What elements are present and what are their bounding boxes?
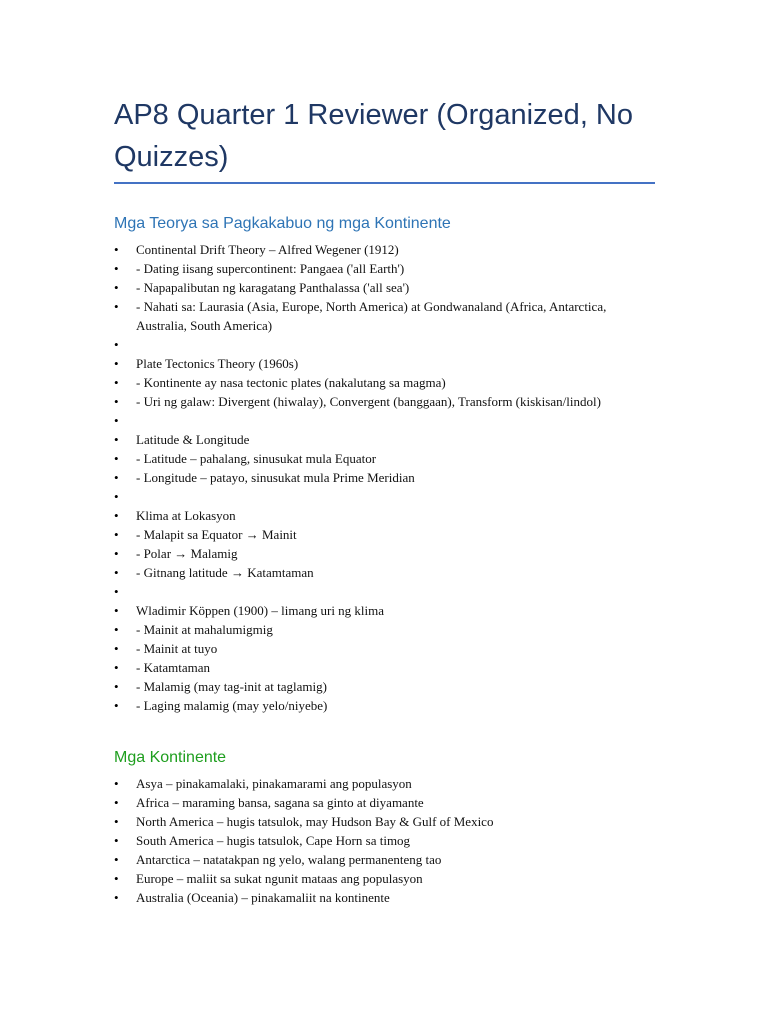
list-item [114,639,658,658]
list-item [114,297,658,335]
list-item [114,850,658,869]
list-item-text: South America – hugis tatsulok, Cape Horn sa timog [136,833,411,848]
list-item [114,544,658,563]
bullet-icon: • [114,852,119,867]
list-item-text: - Nahati sa: Laurasia (Asia, Europe, North America) at Gondwanaland (Africa, Antarctica, Australia, South America) [136,299,607,333]
list-item [114,601,658,620]
list-item [114,430,658,449]
list-item [114,525,658,544]
bullet-icon: • [114,679,119,694]
list-item-text: Continental Drift Theory – Alfred Wegener (1912) [136,242,399,257]
list-item [114,240,658,259]
list-item-text: - Uri ng galaw: Divergent (hiwalay), Convergent (banggaan), Transform (kiskisan/lindol) [136,394,601,409]
bullet-icon: • [114,451,119,466]
list-item-text: Australia (Oceania) – pinakamaliit na kontinente [136,890,390,905]
bullet-icon: • [114,527,119,542]
list-item [114,392,658,411]
bullet-icon: • [114,470,119,485]
list-item-text: Europe – maliit sa sukat ngunit mataas ang populasyon [136,871,423,886]
bullet-icon: • [114,508,119,523]
bullet-list-continents [114,774,656,907]
bullet-list-theories [114,240,656,715]
list-item [114,259,658,278]
list-item [114,411,658,430]
bullet-icon: • [114,814,119,829]
bullet-icon: • [114,660,119,675]
list-item-text: Africa – maraming bansa, sagana sa ginto at diyamante [136,795,424,810]
bullet-icon: • [114,394,119,409]
list-item [114,869,658,888]
bullet-icon: • [114,641,119,656]
list-item [114,563,658,582]
list-item-text: - Laging malamig (may yelo/niyebe) [136,698,328,713]
list-item [114,658,658,677]
list-item [114,793,658,812]
bullet-icon: • [114,622,119,637]
list-item [114,506,658,525]
list-item [114,449,658,468]
list-item-text: Asya – pinakamalaki, pinakamarami ang populasyon [136,776,412,791]
bullet-icon: • [114,242,119,257]
list-item [114,888,658,907]
list-item [114,373,658,392]
list-item [114,677,658,696]
list-item-text: - Malapit sa Equator → Mainit [136,527,297,542]
document-title: AP8 Quarter 1 Reviewer (Organized, No Quizzes) [114,99,633,173]
list-item [114,487,658,506]
list-item-text: Plate Tectonics Theory (1960s) [136,356,299,371]
bullet-icon: • [114,776,119,791]
bullet-icon: • [114,261,119,276]
bullet-icon: • [114,795,119,810]
bullet-icon: • [114,432,119,447]
bullet-icon: • [114,833,119,848]
list-item [114,831,658,850]
list-item [114,582,658,601]
list-item [114,620,658,639]
bullet-icon: • [114,299,119,314]
list-item [114,774,658,793]
list-item [114,278,658,297]
section-heading-theories: Mga Teorya sa Pagkakabuo ng mga Kontinente [114,215,451,232]
list-item-text: - Kontinente ay nasa tectonic plates (nakalutang sa magma) [136,375,446,390]
bullet-icon: • [114,890,119,905]
bullet-icon: • [114,375,119,390]
list-item-text: - Longitude – patayo, sinusukat mula Prime Meridian [136,470,415,485]
bullet-icon: • [114,546,119,561]
list-item-text: - Dating iisang supercontinent: Pangaea ('all Earth') [136,261,405,276]
list-item-text: - Katamtaman [136,660,210,675]
list-item-text: - Mainit at tuyo [136,641,218,656]
list-item [114,468,658,487]
list-item [114,335,658,354]
list-item-text: - Mainit at mahalumigmig [136,622,273,637]
list-item-text: - Gitnang latitude → Katamtaman [136,565,314,580]
list-item-text: - Napapalibutan ng karagatang Panthalassa ('all sea') [136,280,410,295]
list-item-text: - Latitude – pahalang, sinusukat mula Equator [136,451,377,466]
list-item-text: - Malamig (may tag-init at taglamig) [136,679,327,694]
bullet-icon: • [114,698,119,713]
section-heading-continents: Mga Kontinente [114,749,227,766]
list-item-text: North America – hugis tatsulok, may Hudson Bay & Gulf of Mexico [136,814,494,829]
bullet-icon: • [114,603,119,618]
bullet-icon: • [114,280,119,295]
bullet-icon: • [114,565,119,580]
list-item [114,812,658,831]
bullet-icon: • [114,413,119,428]
list-item-text: - Polar → Malamig [136,546,238,561]
title-divider [114,182,655,184]
bullet-icon: • [114,337,119,352]
bullet-icon: • [114,489,119,504]
list-item [114,354,658,373]
bullet-icon: • [114,356,119,371]
list-item-text: Antarctica – natatakpan ng yelo, walang permanenteng tao [136,852,442,867]
list-item-text: Latitude & Longitude [136,432,250,447]
list-item-text: Wladimir Köppen (1900) – limang uri ng klima [136,603,385,618]
bullet-icon: • [114,871,119,886]
bullet-icon: • [114,584,119,599]
list-item [114,696,658,715]
list-item-text: Klima at Lokasyon [136,508,236,523]
